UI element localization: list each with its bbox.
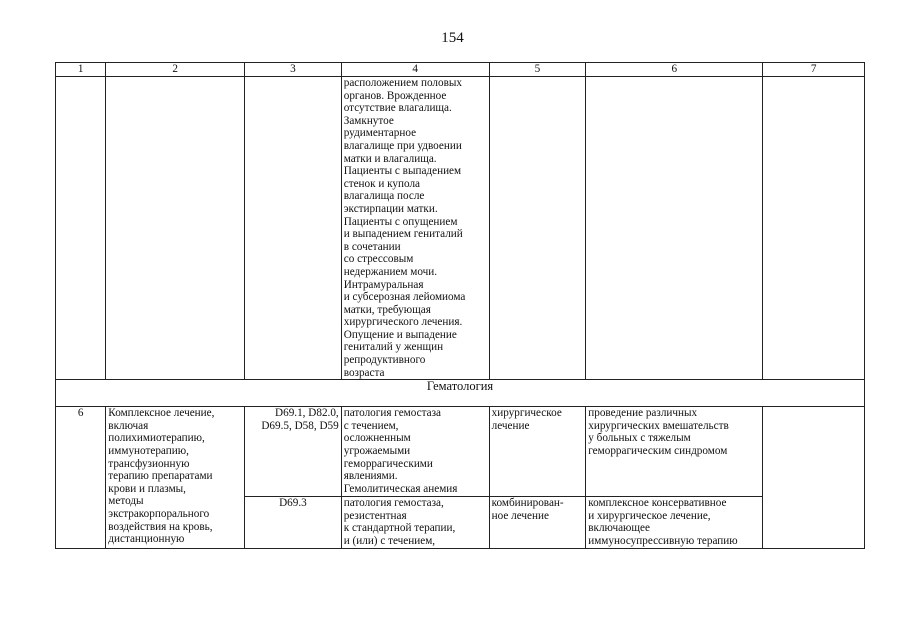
- icd-codes-b: D69.3: [245, 497, 342, 548]
- method-b: комплексное консервативное и хирургическое лечение, включающее иммуносупрессивную терапию: [586, 497, 763, 548]
- condition-b: патология гемостаза, резистентная к стандартной терапии, и (или) с течением,: [341, 497, 489, 548]
- continuation-row: [56, 77, 865, 380]
- column-header-1: 1: [56, 63, 106, 77]
- treatment-description: Комплексное лечение, включая полихимиотерапию, иммунотерапию, трансфузионную терапию препаратами крови и плазмы, методы экстракорпорального воздействия на кровь, дистанционную: [106, 407, 245, 548]
- column-header-3: 3: [245, 63, 342, 77]
- row-6a: [56, 407, 865, 497]
- section-row: [56, 380, 865, 407]
- continuation-condition-text: расположением половых органов. Врожденное отсутствие влагалища. Замкнутое рудиментарное влагалище при удвоении матки и влагалища. Пациенты с выпадением стенок и купола влагалища после экстирпации матки. Пациенты с опущением и выпадением гениталий в сочетании со стрессовым недержанием мочи. Интрамуральная и субсерозная лейомиома матки, требующая хирургического лечения. Опущение и выпадение гениталий у женщин репродуктивного возраста: [341, 77, 489, 380]
- continuation-cell-2: [106, 77, 245, 380]
- column-header-7: 7: [763, 63, 865, 77]
- page-number: 154: [441, 30, 464, 46]
- treatment-type-a: хирургическое лечение: [489, 407, 586, 497]
- continuation-cell-7: [763, 77, 865, 380]
- method-a: проведение различных хирургических вмешательств у больных с тяжелым геморрагическим синдромом: [586, 407, 763, 497]
- section-title-hematology: Гематология: [56, 380, 865, 407]
- continuation-cell-5: [489, 77, 586, 380]
- continuation-cell-6: [586, 77, 763, 380]
- column-header-2: 2: [106, 63, 245, 77]
- header-row: [56, 63, 865, 77]
- column-header-5: 5: [489, 63, 586, 77]
- row-number: 6: [56, 407, 106, 548]
- cost-cell: [763, 407, 865, 548]
- continuation-cell-3: [245, 77, 342, 380]
- treatment-type-b: комбинирован- ное лечение: [489, 497, 586, 548]
- condition-a: патология гемостаза с течением, осложненным угрожаемыми геморрагическими явлениями. Гемолитическая анемия: [341, 407, 489, 497]
- icd-codes-a: D69.1, D82.0, D69.5, D58, D59: [245, 407, 342, 497]
- medical-care-table: [55, 62, 865, 549]
- column-header-4: 4: [341, 63, 489, 77]
- continuation-cell-1: [56, 77, 106, 380]
- column-header-6: 6: [586, 63, 763, 77]
